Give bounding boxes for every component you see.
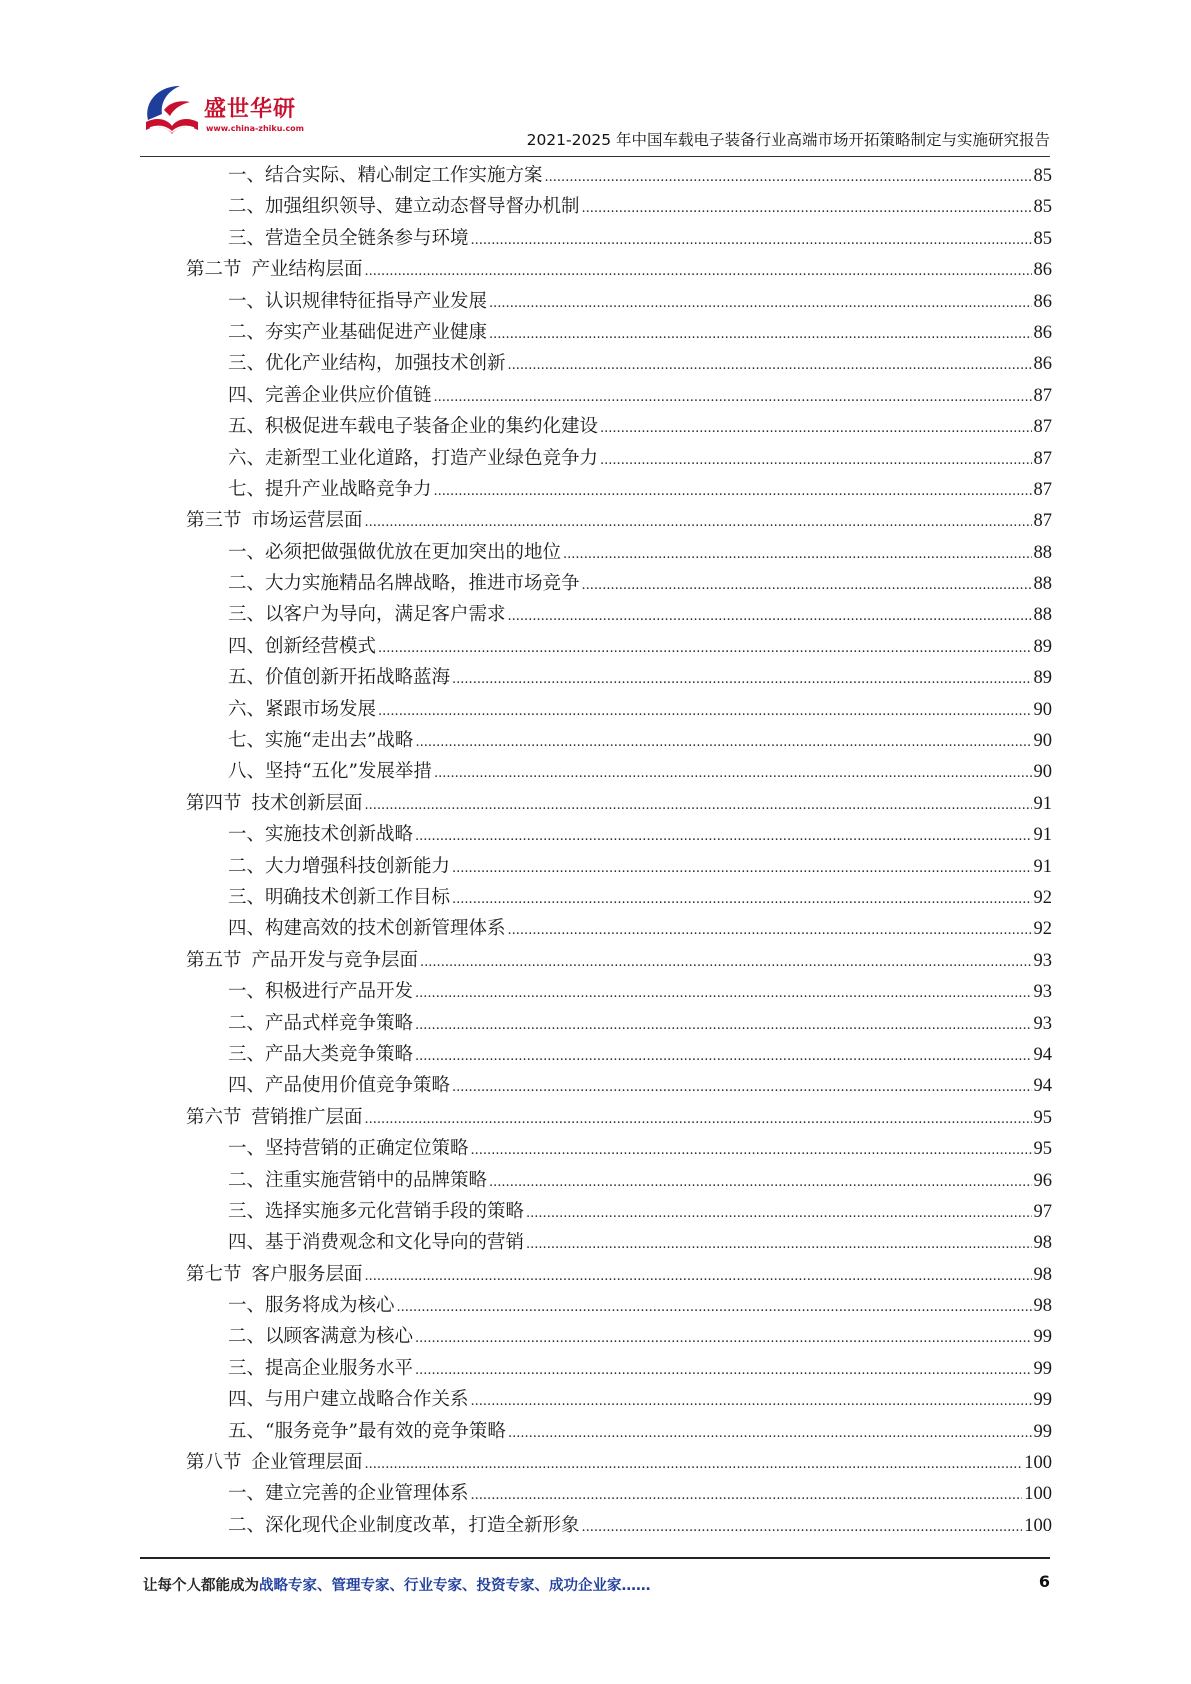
toc-entry-title: 明确技术创新工作目标 bbox=[265, 886, 451, 908]
toc-leader-dots bbox=[415, 1010, 1031, 1041]
toc-entry-label bbox=[228, 851, 450, 882]
toc-subsection-entry[interactable] bbox=[186, 851, 1052, 882]
toc-entry-label bbox=[228, 411, 598, 442]
toc-entry-number: 三、 bbox=[228, 1043, 266, 1065]
toc-leader-dots bbox=[378, 633, 1031, 664]
toc-entry-label bbox=[228, 882, 450, 913]
toc-entry-page: 86 bbox=[1033, 354, 1052, 375]
toc-entry-page: 92 bbox=[1033, 887, 1052, 908]
toc-entry-label bbox=[186, 1102, 363, 1133]
toc-entry-title: 营造全员全链条参与环境 bbox=[265, 227, 469, 249]
toc-entry-number: 第七节 bbox=[186, 1263, 242, 1285]
toc-entry-page: 98 bbox=[1033, 1233, 1052, 1254]
toc-subsection-entry[interactable] bbox=[186, 1321, 1052, 1352]
toc-subsection-entry[interactable] bbox=[186, 380, 1052, 411]
toc-entry-label bbox=[228, 1384, 469, 1415]
toc-subsection-entry[interactable] bbox=[186, 1008, 1052, 1039]
toc-leader-dots bbox=[600, 413, 1031, 444]
toc-leader-dots bbox=[471, 1386, 1032, 1417]
toc-leader-dots bbox=[582, 570, 1032, 601]
toc-entry-title: 产业结构层面 bbox=[251, 259, 363, 281]
toc-entry-label bbox=[228, 191, 580, 222]
toc-subsection-entry[interactable] bbox=[186, 474, 1052, 505]
toc-entry-title: 积极促进车载电子装备企业的集约化建设 bbox=[265, 416, 599, 438]
toc-subsection-entry[interactable] bbox=[186, 1416, 1052, 1447]
toc-entry-page: 87 bbox=[1033, 448, 1052, 469]
logo-url: www.china-zhiku.com bbox=[206, 124, 305, 133]
toc-entry-label bbox=[228, 662, 450, 693]
toc-entry-page: 89 bbox=[1033, 636, 1052, 657]
table-of-contents bbox=[186, 160, 1052, 1541]
toc-entry-label bbox=[228, 694, 376, 725]
toc-entry-title: 与用户建立战略合作关系 bbox=[265, 1389, 469, 1411]
toc-entry-page: 87 bbox=[1033, 479, 1052, 500]
toc-leader-dots bbox=[434, 476, 1032, 507]
toc-entry-title: 产品大类竞争策略 bbox=[265, 1043, 414, 1065]
toc-entry-title: 价值创新开拓战略蓝海 bbox=[265, 667, 451, 689]
toc-entry-label bbox=[228, 1165, 487, 1196]
toc-entry-number: 二、 bbox=[228, 1514, 266, 1536]
toc-entry-page: 100 bbox=[1024, 1484, 1052, 1505]
toc-subsection-entry[interactable] bbox=[186, 317, 1052, 348]
toc-entry-page: 87 bbox=[1033, 385, 1052, 406]
toc-leader-dots bbox=[415, 727, 1031, 758]
toc-entry-label bbox=[186, 505, 363, 536]
toc-entry-number: 第五节 bbox=[186, 949, 242, 971]
toc-subsection-entry[interactable] bbox=[186, 631, 1052, 662]
toc-leader-dots bbox=[365, 1261, 1032, 1292]
toc-entry-number: 七、 bbox=[228, 478, 266, 500]
toc-leader-dots bbox=[415, 1041, 1031, 1072]
toc-entry-title: 紧跟市场发展 bbox=[265, 698, 377, 720]
toc-subsection-entry[interactable] bbox=[186, 1133, 1052, 1164]
toc-entry-number: 五、 bbox=[228, 416, 266, 438]
toc-entry-title: 以客户为导向，满足客户需求 bbox=[265, 604, 506, 626]
toc-leader-dots bbox=[471, 225, 1032, 256]
toc-section-entry[interactable] bbox=[186, 505, 1052, 536]
toc-subsection-entry[interactable] bbox=[186, 694, 1052, 725]
toc-entry-title: 提升产业战略竞争力 bbox=[265, 478, 432, 500]
toc-entry-title: 大力增强科技创新能力 bbox=[265, 855, 451, 877]
toc-entry-label bbox=[228, 160, 543, 191]
toc-entry-label bbox=[228, 1133, 469, 1164]
toc-entry-label bbox=[186, 788, 363, 819]
footer-slogan bbox=[143, 1574, 651, 1595]
toc-subsection-entry[interactable] bbox=[186, 160, 1052, 191]
toc-entry-label bbox=[228, 1070, 450, 1101]
toc-entry-label bbox=[228, 756, 432, 787]
toc-entry-number: 五、 bbox=[228, 1420, 266, 1442]
toc-entry-title: 构建高效的技术创新管理体系 bbox=[265, 918, 506, 940]
toc-entry-page: 92 bbox=[1033, 919, 1052, 940]
toc-entry-title: 创新经营模式 bbox=[265, 635, 377, 657]
toc-entry-label bbox=[186, 945, 418, 976]
toc-leader-dots bbox=[489, 1167, 1031, 1198]
toc-entry-label bbox=[228, 317, 487, 348]
toc-leader-dots bbox=[452, 853, 1031, 884]
toc-entry-title: 必须把做强做优放在更加突出的地位 bbox=[265, 541, 562, 563]
toc-entry-number: 一、 bbox=[228, 290, 266, 312]
toc-subsection-entry[interactable] bbox=[186, 882, 1052, 913]
toc-entry-title: 加强组织领导、建立动态督导督办机制 bbox=[265, 196, 580, 218]
toc-entry-label bbox=[228, 1290, 395, 1321]
toc-leader-dots bbox=[582, 1512, 1023, 1543]
toc-entry-label bbox=[186, 254, 363, 285]
toc-entry-number: 四、 bbox=[228, 1389, 266, 1411]
toc-entry-label bbox=[228, 631, 376, 662]
toc-entry-page: 95 bbox=[1033, 1139, 1052, 1160]
toc-entry-page: 86 bbox=[1033, 260, 1052, 281]
toc-leader-dots bbox=[582, 193, 1032, 224]
toc-entry-title: 实施技术创新战略 bbox=[265, 824, 414, 846]
toc-entry-number: 三、 bbox=[228, 604, 266, 626]
toc-subsection-entry[interactable] bbox=[186, 1039, 1052, 1070]
toc-entry-label bbox=[228, 1416, 506, 1447]
toc-entry-page: 91 bbox=[1033, 856, 1052, 877]
toc-entry-label bbox=[228, 976, 413, 1007]
toc-subsection-entry[interactable] bbox=[186, 223, 1052, 254]
toc-entry-title: 选择实施多元化营销手段的策略 bbox=[265, 1200, 525, 1222]
toc-entry-title: 坚持营销的正确定位策略 bbox=[265, 1138, 469, 1160]
toc-entry-title: 优化产业结构，加强技术创新 bbox=[265, 353, 506, 375]
toc-subsection-entry[interactable] bbox=[186, 819, 1052, 850]
toc-leader-dots bbox=[415, 1355, 1031, 1386]
toc-entry-page: 99 bbox=[1033, 1358, 1052, 1379]
toc-entry-page: 93 bbox=[1033, 982, 1052, 1003]
toc-entry-number: 一、 bbox=[228, 1483, 266, 1505]
toc-entry-page: 86 bbox=[1033, 291, 1052, 312]
toc-entry-label bbox=[228, 1478, 469, 1509]
toc-entry-label bbox=[228, 819, 413, 850]
toc-leader-dots bbox=[365, 1449, 1023, 1480]
toc-entry-number: 四、 bbox=[228, 384, 266, 406]
toc-entry-title: 走新型工业化道路，打造产业绿色竞争力 bbox=[265, 447, 599, 469]
toc-subsection-entry[interactable] bbox=[186, 191, 1052, 222]
toc-leader-dots bbox=[452, 664, 1031, 695]
toc-entry-page: 85 bbox=[1033, 197, 1052, 218]
toc-entry-label bbox=[228, 380, 432, 411]
toc-entry-number: 二、 bbox=[228, 321, 266, 343]
toc-subsection-entry[interactable] bbox=[186, 568, 1052, 599]
toc-entry-title: 完善企业供应价值链 bbox=[265, 384, 432, 406]
page-number: 6 bbox=[1038, 1572, 1050, 1591]
toc-entry-label bbox=[228, 474, 432, 505]
toc-entry-label bbox=[228, 725, 413, 756]
toc-leader-dots bbox=[434, 382, 1032, 413]
toc-entry-page: 93 bbox=[1033, 950, 1052, 971]
toc-leader-dots bbox=[600, 445, 1031, 476]
toc-entry-number: 二、 bbox=[228, 1326, 266, 1348]
toc-section-entry[interactable] bbox=[186, 1259, 1052, 1290]
toc-entry-number: 第四节 bbox=[186, 792, 242, 814]
toc-entry-title: 实施“走出去”战略 bbox=[265, 730, 414, 752]
footer-slogan-prefix: 让每个人都能成为 bbox=[143, 1578, 259, 1594]
toc-entry-label bbox=[228, 913, 506, 944]
toc-entry-number: 四、 bbox=[228, 1075, 266, 1097]
toc-entry-page: 98 bbox=[1033, 1264, 1052, 1285]
toc-entry-label bbox=[228, 1510, 580, 1541]
toc-subsection-entry[interactable] bbox=[186, 1070, 1052, 1101]
company-logo bbox=[140, 78, 320, 148]
toc-section-entry[interactable] bbox=[186, 254, 1052, 285]
toc-entry-label bbox=[228, 443, 598, 474]
toc-leader-dots bbox=[365, 256, 1032, 287]
toc-entry-label bbox=[186, 1259, 363, 1290]
book-swoosh-logo-icon bbox=[140, 80, 204, 142]
toc-entry-label bbox=[228, 537, 561, 568]
toc-entry-number: 二、 bbox=[228, 573, 266, 595]
toc-leader-dots bbox=[489, 288, 1031, 319]
toc-entry-number: 三、 bbox=[228, 1200, 266, 1222]
toc-entry-page: 100 bbox=[1024, 1515, 1052, 1536]
toc-leader-dots bbox=[508, 350, 1032, 381]
toc-leader-dots bbox=[563, 539, 1031, 570]
toc-entry-title: 市场运营层面 bbox=[251, 510, 363, 532]
toc-leader-dots bbox=[508, 915, 1032, 946]
toc-entry-number: 第八节 bbox=[186, 1452, 242, 1474]
toc-subsection-entry[interactable] bbox=[186, 756, 1052, 787]
toc-entry-title: 客户服务层面 bbox=[251, 1263, 363, 1285]
toc-entry-title: 产品式样竞争策略 bbox=[265, 1012, 414, 1034]
toc-entry-page: 99 bbox=[1033, 1421, 1052, 1442]
toc-section-entry[interactable] bbox=[186, 945, 1052, 976]
toc-entry-page: 88 bbox=[1033, 574, 1052, 595]
toc-entry-page: 85 bbox=[1033, 228, 1052, 249]
toc-entry-number: 二、 bbox=[228, 855, 266, 877]
toc-entry-number: 四、 bbox=[228, 918, 266, 940]
toc-entry-title: 技术创新层面 bbox=[251, 792, 363, 814]
toc-entry-title: 产品使用价值竞争策略 bbox=[265, 1075, 451, 1097]
toc-subsection-entry[interactable] bbox=[186, 1478, 1052, 1509]
toc-subsection-entry[interactable] bbox=[186, 976, 1052, 1007]
toc-entry-number: 一、 bbox=[228, 824, 266, 846]
page-header bbox=[140, 78, 1050, 158]
header-divider bbox=[140, 156, 1050, 157]
toc-entry-page: 85 bbox=[1033, 166, 1052, 186]
toc-leader-dots bbox=[489, 319, 1031, 350]
toc-leader-dots bbox=[526, 1229, 1031, 1260]
toc-entry-label bbox=[228, 223, 469, 254]
toc-leader-dots bbox=[452, 884, 1031, 915]
toc-subsection-entry[interactable] bbox=[186, 1290, 1052, 1321]
toc-leader-dots bbox=[508, 601, 1032, 632]
toc-entry-number: 六、 bbox=[228, 698, 266, 720]
toc-leader-dots bbox=[508, 1418, 1032, 1449]
toc-subsection-entry[interactable] bbox=[186, 1227, 1052, 1258]
toc-subsection-entry[interactable] bbox=[186, 286, 1052, 317]
toc-entry-page: 96 bbox=[1033, 1170, 1052, 1191]
toc-entry-title: 服务将成为核心 bbox=[265, 1295, 395, 1317]
footer-slogan-highlight: 战略专家、管理专家、行业专家、投资专家、成功企业家…… bbox=[259, 1578, 651, 1594]
toc-entry-number: 第三节 bbox=[186, 510, 242, 532]
toc-entry-title: 营销推广层面 bbox=[251, 1106, 363, 1128]
toc-entry-page: 88 bbox=[1033, 542, 1052, 563]
toc-entry-page: 98 bbox=[1033, 1296, 1052, 1317]
toc-entry-number: 一、 bbox=[228, 541, 266, 563]
toc-entry-title: 夯实产业基础促进产业健康 bbox=[265, 321, 488, 343]
toc-entry-number: 一、 bbox=[228, 1295, 266, 1317]
toc-subsection-entry[interactable] bbox=[186, 1196, 1052, 1227]
toc-entry-page: 100 bbox=[1024, 1453, 1052, 1474]
toc-entry-number: 三、 bbox=[228, 353, 266, 375]
toc-entry-number: 一、 bbox=[228, 165, 266, 186]
toc-entry-label bbox=[228, 568, 580, 599]
toc-entry-page: 87 bbox=[1033, 511, 1052, 532]
toc-entry-number: 六、 bbox=[228, 447, 266, 469]
toc-leader-dots bbox=[434, 758, 1032, 789]
toc-entry-number: 八、 bbox=[228, 761, 266, 783]
toc-leader-dots bbox=[452, 1072, 1031, 1103]
toc-entry-page: 94 bbox=[1033, 1076, 1052, 1097]
report-title: 2021-2025 年中国车载电子装备行业高端市场开拓策略制定与实施研究报告 bbox=[526, 131, 1050, 149]
toc-entry-title: 企业管理层面 bbox=[251, 1452, 363, 1474]
toc-subsection-entry[interactable] bbox=[186, 1384, 1052, 1415]
toc-leader-dots bbox=[415, 978, 1031, 1009]
toc-subsection-entry[interactable] bbox=[186, 913, 1052, 944]
toc-entry-title: 积极进行产品开发 bbox=[265, 981, 414, 1003]
toc-leader-dots bbox=[545, 162, 1032, 193]
toc-entry-label bbox=[228, 1039, 413, 1070]
toc-entry-page: 90 bbox=[1033, 699, 1052, 720]
toc-subsection-entry[interactable] bbox=[186, 599, 1052, 630]
toc-entry-title: 认识规律特征指导产业发展 bbox=[265, 290, 488, 312]
toc-leader-dots bbox=[471, 1135, 1032, 1166]
toc-entry-title: 产品开发与竞争层面 bbox=[251, 949, 419, 971]
toc-leader-dots bbox=[471, 1480, 1023, 1511]
toc-subsection-entry[interactable] bbox=[186, 1510, 1052, 1541]
toc-entry-number: 二、 bbox=[228, 196, 266, 218]
toc-entry-page: 90 bbox=[1033, 762, 1052, 783]
toc-entry-page: 91 bbox=[1033, 825, 1052, 846]
toc-entry-title: 建立完善的企业管理体系 bbox=[265, 1483, 469, 1505]
toc-entry-label bbox=[228, 1008, 413, 1039]
toc-leader-dots bbox=[420, 947, 1031, 978]
toc-entry-number: 七、 bbox=[228, 730, 266, 752]
toc-leader-dots bbox=[526, 1198, 1031, 1229]
toc-entry-label bbox=[228, 599, 506, 630]
toc-entry-label bbox=[228, 286, 487, 317]
toc-entry-label bbox=[228, 1353, 413, 1384]
toc-entry-page: 89 bbox=[1033, 668, 1052, 689]
toc-subsection-entry[interactable] bbox=[186, 348, 1052, 379]
toc-subsection-entry[interactable] bbox=[186, 411, 1052, 442]
toc-subsection-entry[interactable] bbox=[186, 1353, 1052, 1384]
toc-subsection-entry[interactable] bbox=[186, 537, 1052, 568]
toc-entry-label bbox=[186, 1447, 363, 1478]
toc-leader-dots bbox=[415, 821, 1031, 852]
toc-entry-title: 坚持“五化”发展举措 bbox=[265, 761, 432, 783]
toc-leader-dots bbox=[365, 790, 1032, 821]
toc-entry-title: “服务竞争”最有效的竞争策略 bbox=[265, 1420, 506, 1442]
toc-entry-number: 二、 bbox=[228, 1169, 266, 1191]
toc-section-entry[interactable] bbox=[186, 1102, 1052, 1133]
toc-entry-number: 四、 bbox=[228, 635, 266, 657]
toc-leader-dots bbox=[415, 1323, 1031, 1354]
toc-entry-title: 深化现代企业制度改革，打造全新形象 bbox=[265, 1514, 580, 1536]
toc-entry-number: 一、 bbox=[228, 1138, 266, 1160]
toc-entry-page: 88 bbox=[1033, 605, 1052, 626]
toc-entry-title: 以顾客满意为核心 bbox=[265, 1326, 414, 1348]
logo-name: 盛世华研 bbox=[204, 97, 297, 122]
toc-entry-number: 二、 bbox=[228, 1012, 266, 1034]
toc-entry-number: 第六节 bbox=[186, 1106, 242, 1128]
toc-leader-dots bbox=[365, 1104, 1032, 1135]
toc-entry-page: 97 bbox=[1033, 1201, 1052, 1222]
toc-entry-label bbox=[228, 1196, 524, 1227]
toc-entry-number: 四、 bbox=[228, 1232, 266, 1254]
toc-subsection-entry[interactable] bbox=[186, 725, 1052, 756]
toc-entry-number: 三、 bbox=[228, 227, 266, 249]
toc-leader-dots bbox=[365, 507, 1032, 538]
toc-entry-page: 95 bbox=[1033, 1107, 1052, 1128]
toc-subsection-entry[interactable] bbox=[186, 443, 1052, 474]
toc-subsection-entry[interactable] bbox=[186, 662, 1052, 693]
toc-entry-number: 五、 bbox=[228, 667, 266, 689]
toc-entry-page: 99 bbox=[1033, 1327, 1052, 1348]
toc-entry-page: 93 bbox=[1033, 1013, 1052, 1034]
toc-leader-dots bbox=[378, 696, 1031, 727]
toc-entry-title: 提高企业服务水平 bbox=[265, 1357, 414, 1379]
toc-entry-title: 大力实施精品名牌战略，推进市场竞争 bbox=[265, 573, 580, 595]
toc-entry-page: 91 bbox=[1033, 793, 1052, 814]
toc-section-entry[interactable] bbox=[186, 1447, 1052, 1478]
toc-entry-number: 第二节 bbox=[186, 259, 242, 281]
toc-entry-label bbox=[228, 348, 506, 379]
toc-leader-dots bbox=[397, 1292, 1032, 1323]
toc-entry-label bbox=[228, 1227, 524, 1258]
toc-entry-page: 99 bbox=[1033, 1390, 1052, 1411]
toc-entry-number: 三、 bbox=[228, 1357, 266, 1379]
toc-entry-number: 一、 bbox=[228, 981, 266, 1003]
footer-divider bbox=[140, 1557, 1050, 1559]
toc-entry-page: 87 bbox=[1033, 417, 1052, 438]
toc-section-entry[interactable] bbox=[186, 788, 1052, 819]
toc-entry-title: 注重实施营销中的品牌策略 bbox=[265, 1169, 488, 1191]
toc-entry-page: 90 bbox=[1033, 731, 1052, 752]
toc-subsection-entry[interactable] bbox=[186, 1165, 1052, 1196]
toc-entry-title: 基于消费观念和文化导向的营销 bbox=[265, 1232, 525, 1254]
toc-entry-page: 86 bbox=[1033, 322, 1052, 343]
toc-entry-number: 三、 bbox=[228, 886, 266, 908]
toc-entry-page: 94 bbox=[1033, 1044, 1052, 1065]
toc-entry-title: 结合实际、精心制定工作实施方案 bbox=[265, 165, 543, 186]
toc-entry-label bbox=[228, 1321, 413, 1352]
